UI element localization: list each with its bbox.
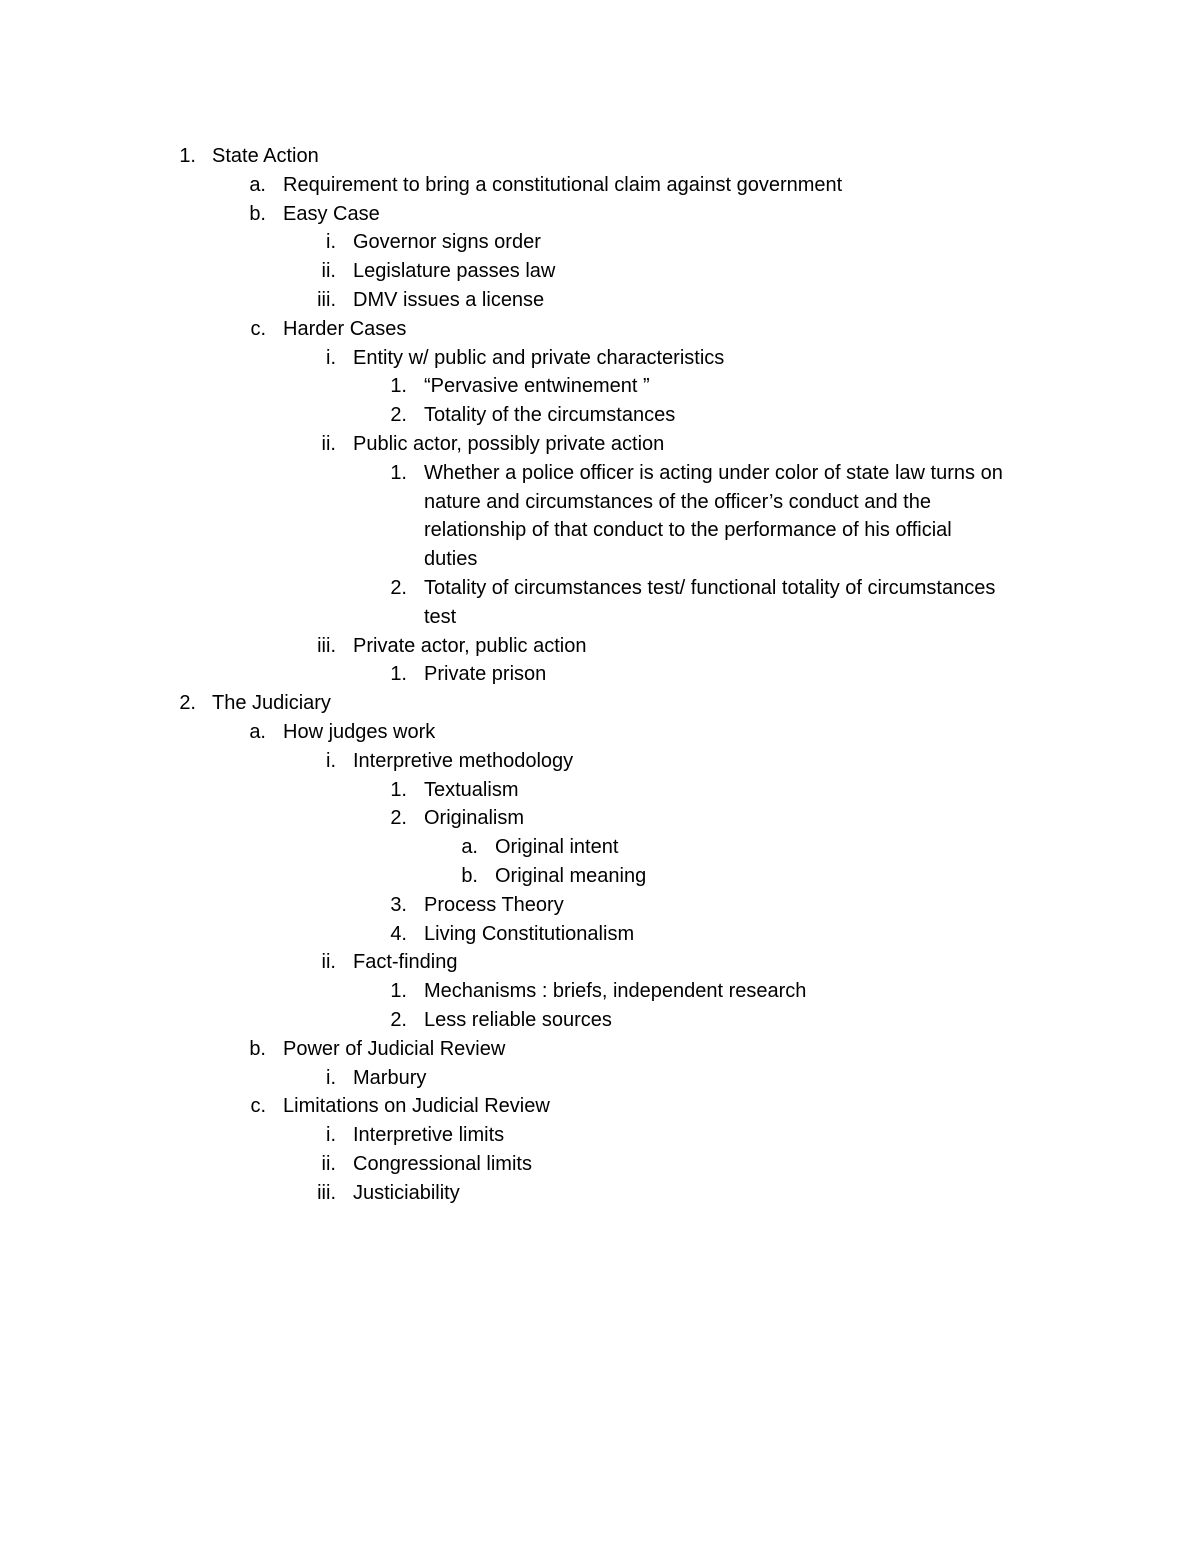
outline-marker: 4. [390, 922, 407, 945]
outline-item [0, 257, 1200, 286]
outline-item [0, 516, 1200, 545]
outline-marker: i. [326, 1066, 336, 1089]
outline-text: “Pervasive entwinement ” [424, 375, 650, 398]
outline-item [0, 689, 1200, 718]
outline-item [0, 1035, 1200, 1064]
outline-marker: a. [461, 836, 478, 859]
outline-marker: iii. [317, 1181, 336, 1204]
outline-item [0, 920, 1200, 949]
outline-marker: iii. [317, 634, 336, 657]
outline-marker: 2. [390, 807, 407, 830]
outline-text: Governor signs order [353, 231, 541, 254]
outline-item [0, 1092, 1200, 1121]
outline-item [0, 488, 1200, 517]
outline-marker: 2. [390, 1009, 407, 1031]
outline-text: Public actor, possibly private action [353, 433, 665, 455]
outline-item [0, 603, 1200, 632]
outline-item [0, 833, 1200, 862]
outline-text: Private actor, public action [353, 634, 587, 657]
outline-text: Living Constitutionalism [424, 922, 635, 945]
outline-text: How judges work [283, 721, 436, 743]
outline-text: Originalism [424, 807, 525, 830]
outline-item [0, 401, 1200, 430]
outline-item [0, 228, 1200, 257]
outline-text: Totality of circumstances test/ functional totality of circumstances [424, 577, 996, 599]
outline-marker: c. [250, 317, 266, 340]
outline-text: The Judiciary [212, 692, 331, 715]
outline-item [0, 459, 1200, 488]
outline-marker: 1. [390, 980, 407, 1003]
outline-marker: 2. [390, 404, 407, 427]
outline-item [0, 315, 1200, 344]
outline-marker: ii. [321, 951, 336, 974]
outline-marker: i. [326, 1124, 336, 1147]
outline-text: Whether a police officer is acting under color of state law turns on [424, 461, 1003, 484]
outline-text: Interpretive limits [353, 1124, 505, 1147]
outline-marker: 2. [179, 692, 196, 715]
outline-marker: ii. [321, 260, 336, 283]
outline-item [0, 776, 1200, 805]
outline-text: Marbury [353, 1066, 427, 1089]
outline-text: Easy Case [283, 202, 380, 225]
outline-marker: b. [461, 865, 478, 887]
outline-marker: b. [249, 202, 266, 225]
outline-item [0, 286, 1200, 315]
outline-text: Interpretive methodology [353, 749, 574, 772]
outline-text: test [424, 605, 457, 628]
outline-text: Original meaning [495, 865, 647, 887]
outline-text: Harder Cases [283, 317, 407, 340]
outline-item [0, 804, 1200, 833]
outline-text: Process Theory [424, 893, 564, 916]
outline-item [0, 747, 1200, 776]
outline-marker: c. [250, 1095, 266, 1118]
outline-item [0, 344, 1200, 373]
outline-marker: ii. [321, 1153, 336, 1175]
outline-text: DMV issues a license [353, 289, 545, 311]
outline-item [0, 718, 1200, 747]
outline-item [0, 632, 1200, 661]
outline-text: Totality of the circumstances [424, 404, 676, 427]
outline-item [0, 142, 1200, 171]
outline-text: Congressional limits [353, 1153, 532, 1175]
outline-item [0, 372, 1200, 401]
outline-text: Justiciability [353, 1181, 460, 1204]
outline-item [0, 574, 1200, 603]
outline-marker: a. [249, 721, 266, 743]
outline-marker: a. [249, 173, 266, 196]
outline-text: duties [424, 548, 478, 571]
outline-marker: 1. [390, 778, 407, 801]
outline-marker: 3. [390, 893, 407, 916]
outline-text: relationship of that conduct to the performance of his official [424, 519, 952, 542]
outline-marker: 2. [390, 577, 407, 599]
outline-item [0, 430, 1200, 459]
outline-item [0, 891, 1200, 920]
outline-text: Less reliable sources [424, 1009, 612, 1031]
outline-item [0, 948, 1200, 977]
outline-marker: i. [326, 346, 336, 369]
outline-marker: 1. [390, 375, 407, 398]
outline-text: Private prison [424, 663, 547, 686]
outline-item [0, 1006, 1200, 1035]
outline-text: Entity w/ public and private characteristics [353, 346, 725, 369]
outline-text: Legislature passes law [353, 260, 556, 283]
outline-item [0, 1121, 1200, 1150]
outline-marker: i. [326, 231, 336, 254]
outline-item [0, 660, 1200, 689]
outline-marker: 1. [179, 145, 196, 167]
outline-text: Limitations on Judicial Review [283, 1095, 550, 1118]
outline-text: State Action [212, 145, 319, 167]
outline-item [0, 1150, 1200, 1179]
outline-marker: i. [326, 749, 336, 772]
outline-item [0, 200, 1200, 229]
outline-text: Requirement to bring a constitutional claim against government [283, 173, 843, 196]
outline-item [0, 977, 1200, 1006]
outline-text: Original intent [495, 836, 619, 859]
outline-marker: 1. [390, 461, 407, 484]
outline-item [0, 1064, 1200, 1093]
outline-text: Mechanisms : briefs, independent research [424, 980, 807, 1003]
outline-text: Textualism [424, 778, 519, 801]
outline-marker: ii. [321, 433, 336, 455]
outline-text: nature and circumstances of the officer’s conduct and the [424, 490, 931, 513]
outline-item [0, 171, 1200, 200]
outline-item [0, 862, 1200, 891]
outline-item [0, 545, 1200, 574]
outline-text: Power of Judicial Review [283, 1037, 506, 1060]
outline-marker: b. [249, 1037, 266, 1060]
outline-text: Fact-finding [353, 951, 458, 974]
outline-marker: iii. [317, 289, 336, 311]
outline-item [0, 1179, 1200, 1208]
outline-marker: 1. [390, 663, 407, 686]
